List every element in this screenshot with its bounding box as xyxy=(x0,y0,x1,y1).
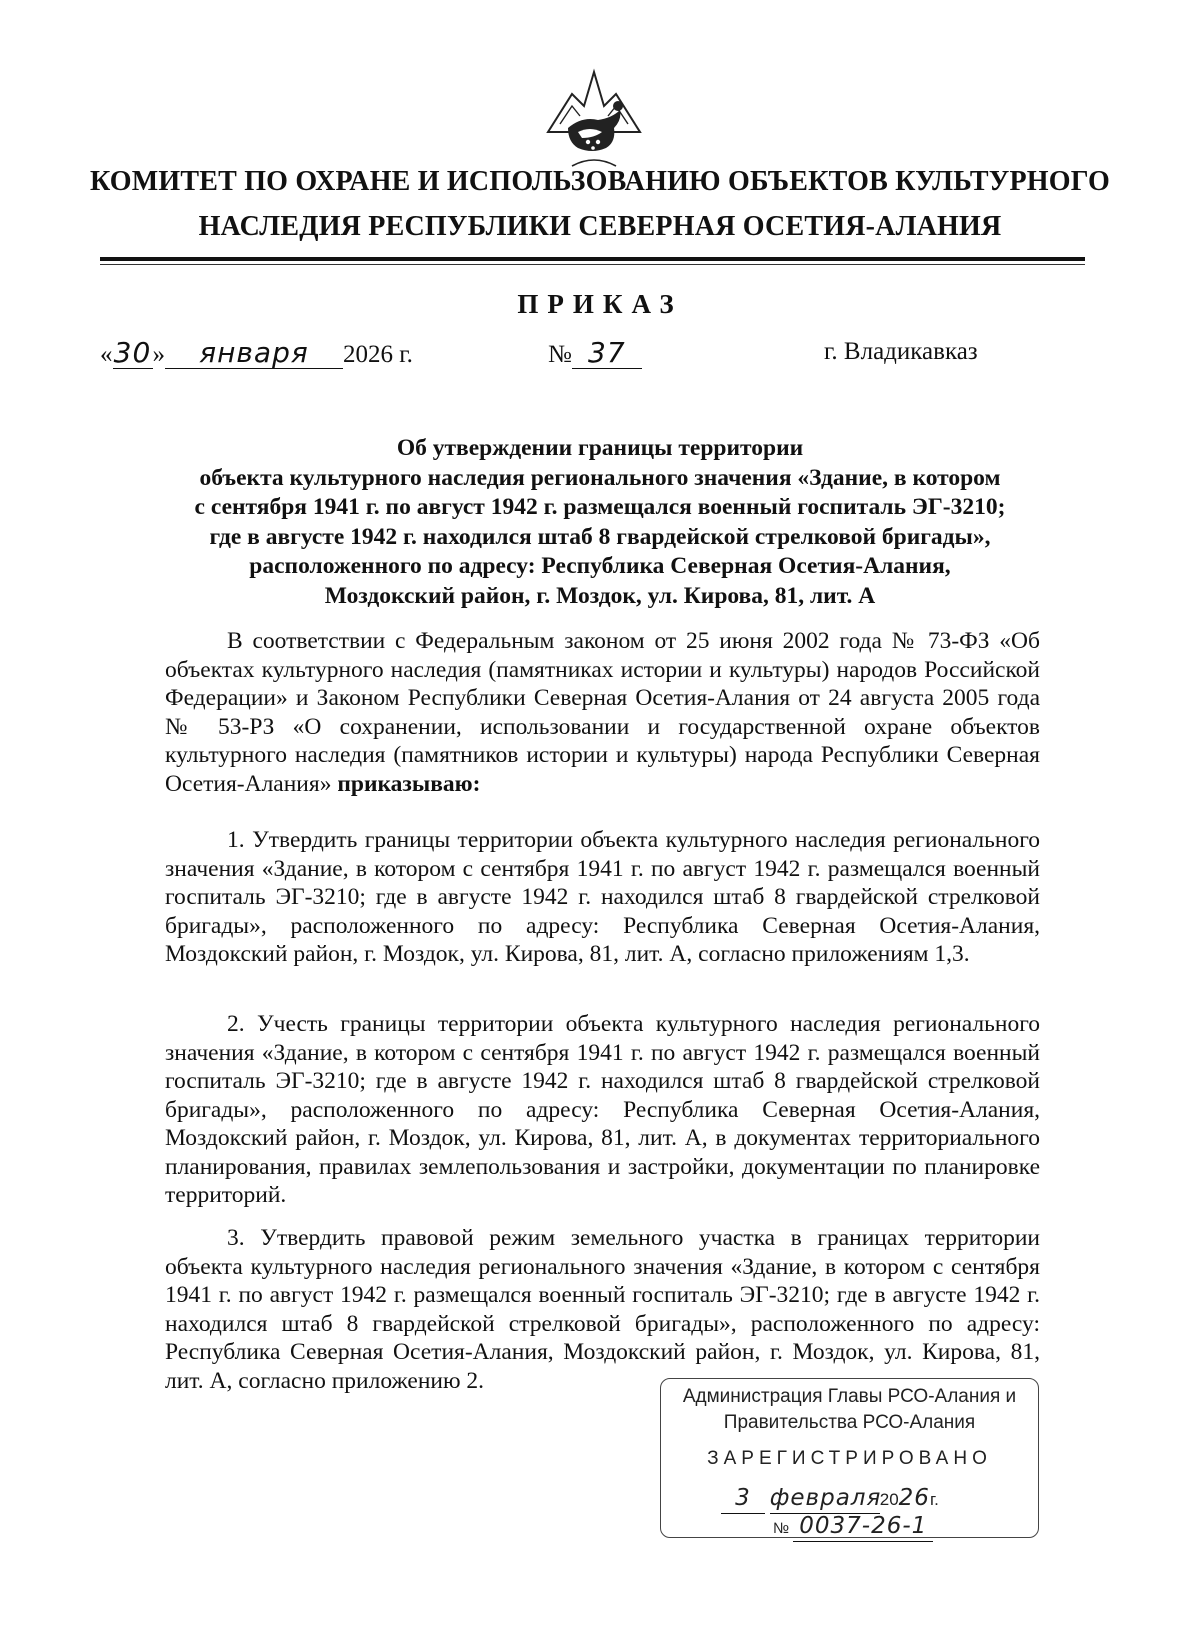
title-line: с сентября 1941 г. по август 1942 г. размещался военный госпиталь ЭГ-3210; xyxy=(194,494,1006,520)
order-item-3 xyxy=(165,1224,1040,1395)
registration-stamp xyxy=(660,1378,1039,1538)
stamp-authority-line-1: Администрация Главы РСО-Алания и xyxy=(682,1386,1017,1407)
item-text: Утвердить правовой режим земельного участка в границах территории объекта культурного наследия регионального значения «Здание, в котором с сентября 1941 г. по август 1942 г. размещался военный госпиталь ЭГ-3210; где в августе 1942 г. находился штаб 8 гвардейской стрелковой бригады», расположенного по адресу: Республика Северная Осетия-Алания, Моздокский район, г. Моздок, ул. Кирова, 81, лит. А, согласно приложению 2. xyxy=(165,1225,1040,1394)
date-open-quote: « xyxy=(100,341,113,368)
header-divider-thin xyxy=(100,264,1085,265)
item-text: Учесть границы территории объекта культурного наследия регионального значения «Здание, в котором с сентября 1941 г. по август 1942 г. размещался военный госпиталь ЭГ-3210; где в августе 1942 г. находился штаб 8 гвардейской стрелковой бригады», расположенного по адресу: Республика Северная Осетия-Алания, Моздокский район, г. Моздок, ул. Кирова, 81, лит. А, в документах территориального планирования, правилах землепользования и застройки, документации по планировке территорий. xyxy=(165,1011,1040,1208)
stamp-number-handwritten: 0037-26-1 xyxy=(793,1511,933,1542)
order-number-handwritten: 37 xyxy=(572,338,642,369)
date-close-quote: » xyxy=(152,341,165,368)
title-line: расположенного по адресу: Республика Северная Осетия-Алания, xyxy=(249,553,951,579)
stamp-number-prefix: № xyxy=(773,1520,790,1537)
stamp-month-handwritten: февраля xyxy=(770,1483,880,1514)
stamp-year-end: г. xyxy=(929,1490,939,1509)
city: г. Владикавказ xyxy=(824,338,978,365)
order-date xyxy=(100,338,413,369)
item-number: 3. xyxy=(227,1225,245,1251)
preamble-paragraph xyxy=(165,627,1040,798)
title-line: где в августе 1942 г. находился штаб 8 гвардейской стрелковой бригады», xyxy=(209,523,991,550)
coat-of-arms-emblem xyxy=(542,62,646,170)
stamp-registration-number xyxy=(773,1511,933,1542)
stamp-date xyxy=(721,1483,939,1514)
title-line: объекта культурного наследия регионального значения «Здание, в котором xyxy=(199,464,1001,491)
organization-name-line-1: КОМИТЕТ ПО ОХРАНЕ И ИСПОЛЬЗОВАНИЮ ОБЪЕКТОВ КУЛЬТУРНОГО xyxy=(89,166,1111,197)
item-text: Утвердить границы территории объекта культурного наследия регионального значения «Здание, в котором с сентября 1941 г. по август 1942 г. размещался военный госпиталь ЭГ-3210; где в августе 1942 г. находился штаб 8 гвардейской стрелковой бригады», расположенного по адресу: Республика Северная Осетия-Алания, Моздокский район, г. Моздок, ул. Кирова, 81, лит. А, согласно приложениям 1,3. xyxy=(165,827,1041,967)
document-type-heading: ПРИКАЗ xyxy=(517,289,683,319)
document-title xyxy=(100,434,1100,611)
date-month-handwritten: января xyxy=(165,338,343,369)
stamp-registered-label: ЗАРЕГИСТРИРОВАНО xyxy=(707,1448,992,1469)
title-line: Об утверждении границы территории xyxy=(396,435,804,461)
item-number: 1. xyxy=(227,827,245,853)
stamp-year-prefix: 20 xyxy=(879,1490,899,1509)
stamp-year-handwritten: 26 xyxy=(898,1485,930,1511)
preamble-text: В соответствии с Федеральным законом от 25 июня 2002 года № 73-ФЗ «Об объектах культурного наследия (памятниках истории и культуры) народов Российской Федерации» и Законом Республики Северная Осетия-Алания от 24 августа 2005 года № 53-РЗ «О сохранении, использовании и государственной охране объектов культурного наследия (памятников истории и культуры) народа Республики Северная Осетия-Алания» xyxy=(165,628,1040,797)
date-day-handwritten: 30 xyxy=(113,336,152,369)
order-item-2 xyxy=(165,1010,1040,1210)
date-year: 2026 г. xyxy=(343,341,413,368)
title-line: Моздокский район, г. Моздок, ул. Кирова, 81, лит. А xyxy=(324,582,876,609)
header-divider-thick xyxy=(100,257,1085,261)
organization-name-line-2: НАСЛЕДИЯ РЕСПУБЛИКИ СЕВЕРНАЯ ОСЕТИЯ-АЛАНИЯ xyxy=(198,211,1002,242)
preamble-emphasis: приказываю: xyxy=(337,770,481,797)
order-number xyxy=(548,338,642,369)
item-number: 2. xyxy=(227,1011,245,1037)
order-number-prefix: № xyxy=(548,341,572,368)
stamp-day-handwritten: 3 xyxy=(721,1483,765,1514)
stamp-authority-line-2: Правительства РСО-Алания xyxy=(723,1412,976,1433)
order-item-1 xyxy=(165,826,1040,969)
